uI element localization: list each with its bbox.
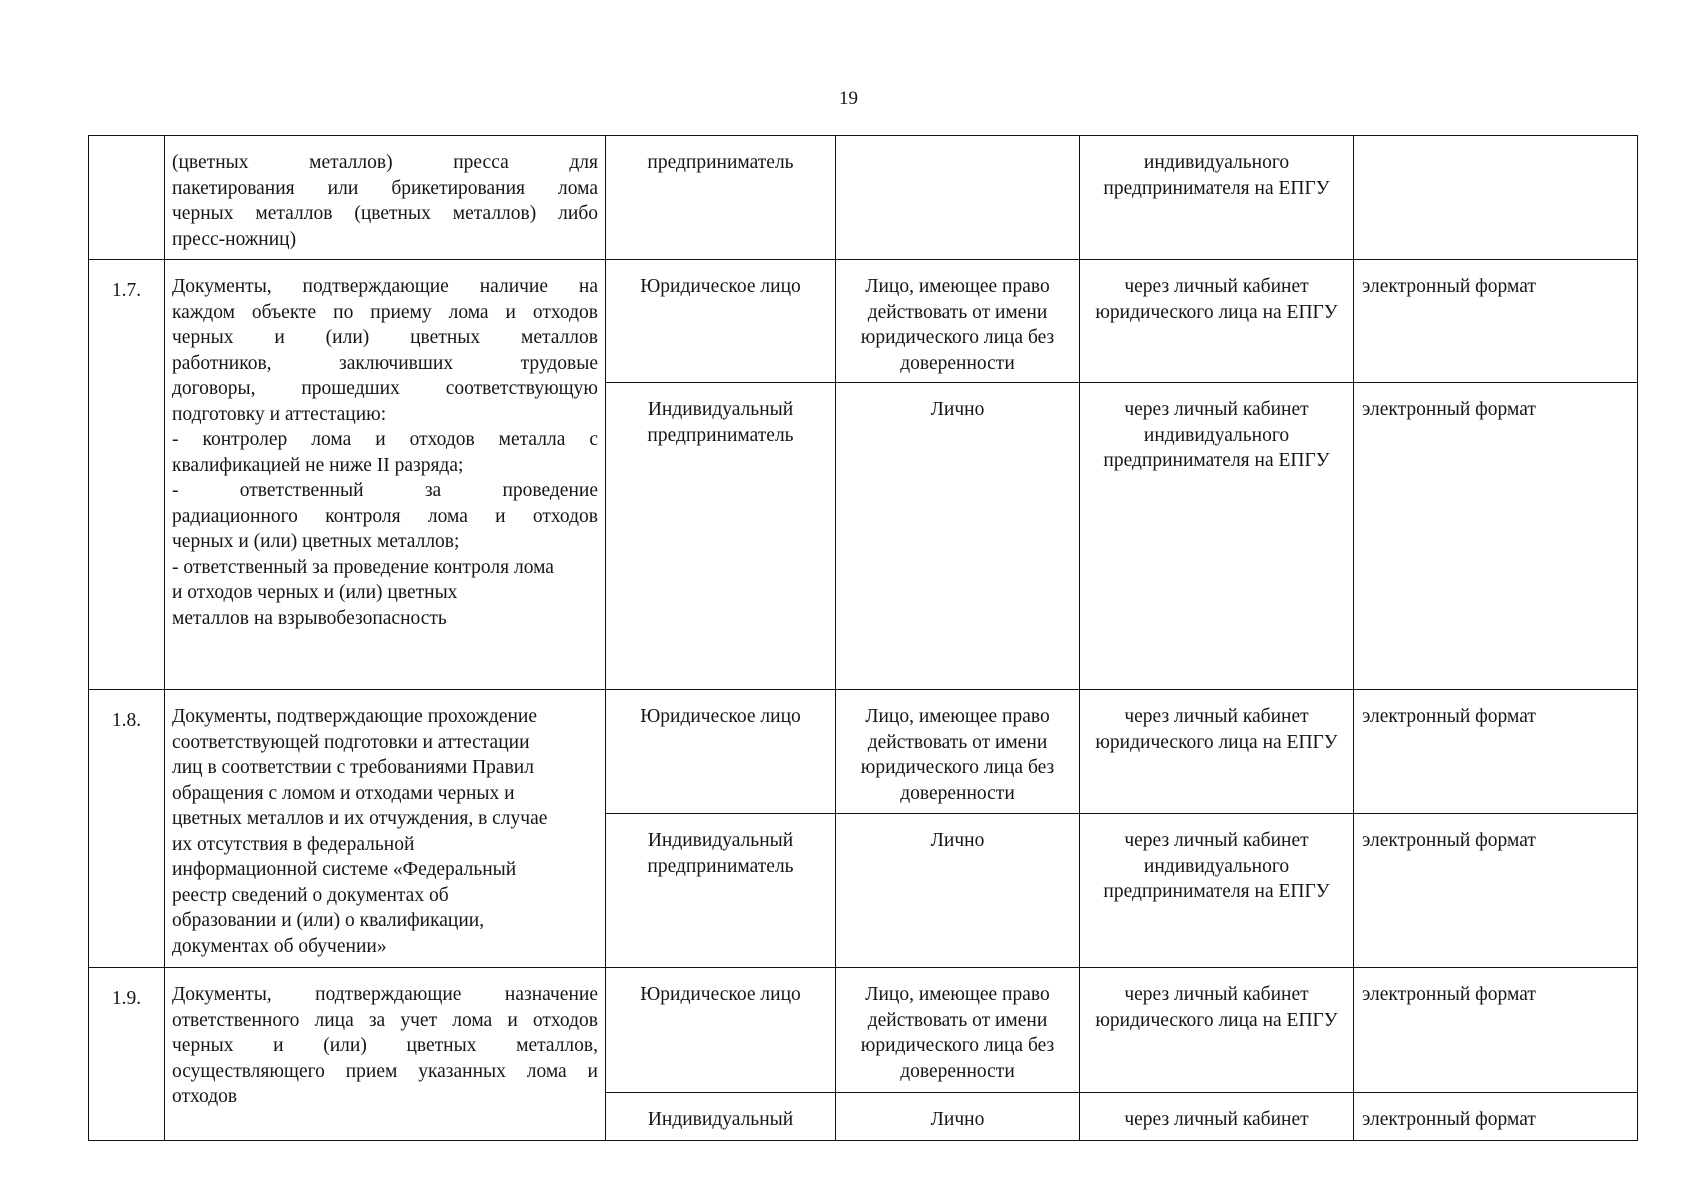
document-description bbox=[165, 690, 606, 968]
description-line: - ответственный за проведение контроля лома bbox=[172, 556, 554, 578]
description-line: подготовку и аттестацию: bbox=[172, 403, 387, 425]
description-line: осуществляющего прием указанных лома и bbox=[172, 1060, 598, 1082]
document-description bbox=[165, 136, 606, 260]
description-line: (цветных металлов) пресса для bbox=[172, 152, 598, 173]
document-format: электронный формат bbox=[1354, 1093, 1638, 1141]
representative-cell: Лицо, имеющее право действовать от имени юридического лица без доверенности bbox=[836, 260, 1080, 383]
representative-cell: Лично bbox=[836, 1093, 1080, 1141]
description-line: черных и (или) цветных металлов, bbox=[172, 1035, 598, 1056]
representative-cell: Лично bbox=[836, 814, 1080, 968]
description-line: квалификацией не ниже II разряда; bbox=[172, 454, 464, 476]
submission-channel: через личный кабинет индивидуального предпринимателя на ЕПГУ bbox=[1080, 814, 1354, 968]
description-line: пакетирования или брикетирования лома bbox=[172, 177, 598, 199]
applicant-category: Юридическое лицо bbox=[606, 968, 836, 1093]
description-line: каждом объекте по приему лома и отходов bbox=[172, 301, 598, 323]
applicant-category: Индивидуальный предприниматель bbox=[606, 814, 836, 968]
document-description bbox=[165, 260, 606, 690]
description-line: реестр сведений о документах об bbox=[172, 884, 449, 906]
submission-channel: через личный кабинет юридического лица на ЕПГУ bbox=[1080, 690, 1354, 814]
submission-channel: индивидуального предпринимателя на ЕПГУ bbox=[1080, 136, 1354, 260]
document-format: электронный формат bbox=[1354, 690, 1638, 814]
document-description bbox=[165, 968, 606, 1141]
description-line: Документы, подтверждающие прохождение bbox=[172, 706, 538, 727]
description-line: работников, заключивших трудовые bbox=[172, 352, 598, 374]
description-line: пресс-ножниц) bbox=[172, 228, 297, 250]
applicant-category: Юридическое лицо bbox=[606, 260, 836, 383]
document-format bbox=[1354, 136, 1638, 260]
row-number: 1.7. bbox=[89, 260, 165, 690]
description-line: и отходов черных и (или) цветных bbox=[172, 582, 458, 603]
documents-table bbox=[88, 135, 1638, 1141]
applicant-category: Индивидуальный bbox=[606, 1093, 836, 1141]
description-line: документах об обучении» bbox=[172, 935, 387, 957]
representative-cell: Лицо, имеющее право действовать от имени юридического лица без доверенности bbox=[836, 690, 1080, 814]
description-line: соответствующей подготовки и аттестации bbox=[172, 731, 530, 753]
row-number bbox=[89, 136, 165, 260]
row-number: 1.9. bbox=[89, 968, 165, 1141]
document-format: электронный формат bbox=[1354, 814, 1638, 968]
table-row bbox=[89, 136, 1638, 260]
description-line: информационной системе «Федеральный bbox=[172, 859, 517, 880]
applicant-category: Юридическое лицо bbox=[606, 690, 836, 814]
representative-cell: Лично bbox=[836, 383, 1080, 690]
document-format: электронный формат bbox=[1354, 260, 1638, 383]
submission-channel: через личный кабинет индивидуального предпринимателя на ЕПГУ bbox=[1080, 383, 1354, 690]
table-row bbox=[89, 968, 1638, 1093]
description-line: - контролер лома и отходов металла с bbox=[172, 429, 598, 450]
description-line: радиационного контроля лома и отходов bbox=[172, 505, 598, 527]
description-line: лиц в соответствии с требованиями Правил bbox=[172, 757, 534, 778]
description-line: черных и (или) цветных металлов bbox=[172, 327, 598, 348]
description-line: цветных металлов и их отчуждения, в случае bbox=[172, 808, 548, 829]
description-line: отходов bbox=[172, 1086, 238, 1107]
representative-cell bbox=[836, 136, 1080, 260]
description-line: Документы, подтверждающие назначение bbox=[172, 984, 598, 1005]
description-line: договоры, прошедших соответствующую bbox=[172, 378, 598, 399]
table-row bbox=[89, 690, 1638, 814]
representative-cell: Лицо, имеющее право действовать от имени юридического лица без доверенности bbox=[836, 968, 1080, 1093]
document-format: электронный формат bbox=[1354, 383, 1638, 690]
submission-channel: через личный кабинет юридического лица на ЕПГУ bbox=[1080, 968, 1354, 1093]
document-format: электронный формат bbox=[1354, 968, 1638, 1093]
row-number: 1.8. bbox=[89, 690, 165, 968]
description-line: обращения с ломом и отходами черных и bbox=[172, 782, 515, 804]
description-line: образовании и (или) о квалификации, bbox=[172, 910, 485, 931]
submission-channel: через личный кабинет юридического лица на ЕПГУ bbox=[1080, 260, 1354, 383]
table-row bbox=[89, 260, 1638, 383]
submission-channel: через личный кабинет bbox=[1080, 1093, 1354, 1141]
description-line: черных и (или) цветных металлов; bbox=[172, 531, 460, 552]
description-line: металлов на взрывобезопасность bbox=[172, 607, 447, 629]
description-line: ответственного лица за учет лома и отходов bbox=[172, 1009, 598, 1031]
description-line: их отсутствия в федеральной bbox=[172, 833, 415, 855]
description-line: черных металлов (цветных металлов) либо bbox=[172, 203, 598, 224]
description-line: Документы, подтверждающие наличие на bbox=[172, 276, 598, 297]
page-number: 19 bbox=[839, 88, 858, 109]
description-line: - ответственный за проведение bbox=[172, 480, 598, 501]
applicant-category: Индивидуальный предприниматель bbox=[606, 383, 836, 690]
applicant-category: предприниматель bbox=[606, 136, 836, 260]
